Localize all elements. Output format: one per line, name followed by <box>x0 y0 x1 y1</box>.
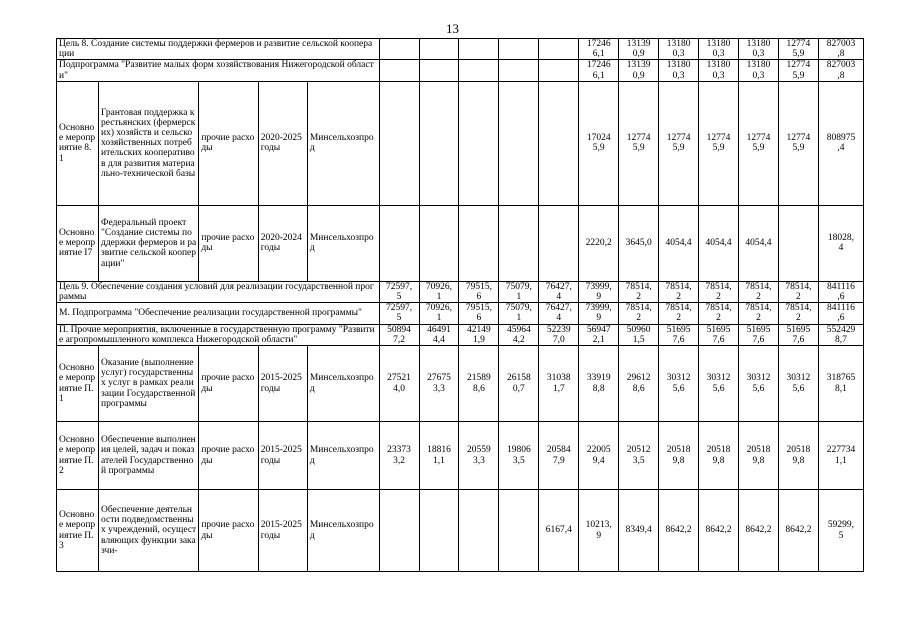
value-cell: 75079, 1 <box>499 303 539 324</box>
value-cell <box>379 39 419 60</box>
value-cell: 20584 7,9 <box>539 422 579 490</box>
value-cell: 30312 5,6 <box>778 346 818 422</box>
value-cell: 31038 1,7 <box>539 346 579 422</box>
value-cell <box>539 81 579 205</box>
measure-name-cell: Обеспечение деятельности подведомственных учреждений, осуществляющих функции заказчи- <box>98 490 198 572</box>
expense-type-cell: прочие расходы <box>199 81 258 205</box>
value-cell: 78514, 2 <box>699 281 739 302</box>
value-cell: 13139 0,9 <box>619 60 659 81</box>
value-cell: 12774 5,9 <box>739 81 779 205</box>
value-cell: 78514, 2 <box>659 303 699 324</box>
value-cell: 13180 0,3 <box>659 39 699 60</box>
value-cell: 51695 7,6 <box>778 324 818 345</box>
value-cell: 45964 4,2 <box>499 324 539 345</box>
period-cell: 2020-2025 годы <box>258 81 307 205</box>
value-cell: 8642,2 <box>699 490 739 572</box>
executor-cell: Минсельхозпрод <box>307 422 379 490</box>
value-cell: 4054,4 <box>659 205 699 281</box>
executor-cell: Минсельхозпрод <box>307 490 379 572</box>
value-cell: 27521 4,0 <box>379 346 419 422</box>
value-cell <box>419 205 459 281</box>
measure-code-cell: Основное мероприятие 8.1 <box>57 81 99 205</box>
table-row <box>57 422 864 490</box>
executor-cell: Минсельхозпрод <box>307 81 379 205</box>
value-cell <box>539 39 579 60</box>
value-cell: 52239 7,0 <box>539 324 579 345</box>
value-cell: 12774 5,9 <box>659 81 699 205</box>
value-cell: 22005 9,4 <box>579 422 619 490</box>
measure-code-cell: Основное мероприятие I7 <box>57 205 99 281</box>
table-row <box>57 490 864 572</box>
value-cell: 8642,2 <box>778 490 818 572</box>
value-cell: 73999, 9 <box>579 303 619 324</box>
value-cell: 70926, 1 <box>419 303 459 324</box>
value-cell: 18816 1,1 <box>419 422 459 490</box>
value-cell: 46491 4,4 <box>419 324 459 345</box>
value-cell <box>379 60 419 81</box>
value-cell: 13180 0,3 <box>699 60 739 81</box>
period-cell: 2015-2025 годы <box>258 490 307 572</box>
table-row <box>57 60 864 81</box>
value-cell <box>379 490 419 572</box>
value-cell: 8349,4 <box>619 490 659 572</box>
budget-table <box>56 38 864 572</box>
value-cell: 841116 ,6 <box>818 281 863 302</box>
value-cell <box>499 490 539 572</box>
value-cell: 33919 8,8 <box>579 346 619 422</box>
table-row <box>57 303 864 324</box>
value-cell <box>459 205 499 281</box>
value-cell: 318765 8,1 <box>818 346 863 422</box>
value-cell <box>499 81 539 205</box>
value-cell: 78514, 2 <box>659 281 699 302</box>
expense-type-cell: прочие расходы <box>199 422 258 490</box>
value-cell: 12774 5,9 <box>619 81 659 205</box>
value-cell: 12774 5,9 <box>778 81 818 205</box>
value-cell <box>419 81 459 205</box>
subprogram-title-cell: Подпрограмма "Развитие малых форм хозяйствования Нижегородской области" <box>57 60 380 81</box>
value-cell: 50894 7,2 <box>379 324 419 345</box>
value-cell: 79515, 6 <box>459 281 499 302</box>
value-cell: 8642,2 <box>659 490 699 572</box>
value-cell: 78514, 2 <box>778 303 818 324</box>
value-cell: 13180 0,3 <box>659 60 699 81</box>
value-cell <box>419 39 459 60</box>
executor-cell: Минсельхозпрод <box>307 205 379 281</box>
table-row <box>57 81 864 205</box>
value-cell: 51695 7,6 <box>699 324 739 345</box>
goal-title-cell: Цель 8. Создание системы поддержки фермеров и развитие сельской кооперации <box>57 39 380 60</box>
value-cell: 13139 0,9 <box>619 39 659 60</box>
value-cell: 72597, 5 <box>379 281 419 302</box>
value-cell: 841116 ,6 <box>818 303 863 324</box>
value-cell <box>539 60 579 81</box>
value-cell: 20518 9,8 <box>659 422 699 490</box>
value-cell: 2220,2 <box>579 205 619 281</box>
value-cell: 73999, 9 <box>579 281 619 302</box>
table-row <box>57 346 864 422</box>
value-cell: 56947 2,1 <box>579 324 619 345</box>
value-cell: 76427, 4 <box>539 281 579 302</box>
value-cell: 10213, 9 <box>579 490 619 572</box>
value-cell: 42149 1,9 <box>459 324 499 345</box>
value-cell <box>419 60 459 81</box>
value-cell: 30312 5,6 <box>699 346 739 422</box>
value-cell: 20518 9,8 <box>699 422 739 490</box>
value-cell <box>459 490 499 572</box>
subprogram-title-cell: М. Подпрограмма "Обеспечение реализации государственной программы" <box>57 303 380 324</box>
value-cell: 51695 7,6 <box>659 324 699 345</box>
value-cell: 12774 5,9 <box>778 39 818 60</box>
value-cell <box>419 490 459 572</box>
value-cell: 13180 0,3 <box>739 60 779 81</box>
value-cell: 59299, 5 <box>818 490 863 572</box>
measure-name-cell: Федеральный проект "Создание системы поддержки фермеров и развитие сельской кооперации" <box>98 205 198 281</box>
value-cell: 30312 5,6 <box>659 346 699 422</box>
value-cell <box>778 205 818 281</box>
value-cell: 50960 1,5 <box>619 324 659 345</box>
value-cell: 4054,4 <box>699 205 739 281</box>
value-cell <box>499 205 539 281</box>
value-cell <box>499 39 539 60</box>
page-number: 13 <box>446 21 459 36</box>
value-cell: 13180 0,3 <box>739 39 779 60</box>
value-cell: 78514, 2 <box>619 303 659 324</box>
value-cell: 23373 3,2 <box>379 422 419 490</box>
value-cell: 20518 9,8 <box>778 422 818 490</box>
value-cell: 51695 7,6 <box>739 324 779 345</box>
expense-type-cell: прочие расходы <box>199 346 258 422</box>
value-cell: 26158 0,7 <box>499 346 539 422</box>
value-cell: 27675 3,3 <box>419 346 459 422</box>
value-cell: 13180 0,3 <box>699 39 739 60</box>
period-cell: 2015-2025 годы <box>258 422 307 490</box>
value-cell: 75079, 1 <box>499 281 539 302</box>
section-title-cell: П. Прочие мероприятия, включенные в государственную программу "Развитие агропромышленного комплекса Нижегородской области" <box>57 324 380 345</box>
value-cell: 8642,2 <box>739 490 779 572</box>
goal-title-cell: Цель 9. Обеспечение создания условий для реализации государственной программы <box>57 281 380 302</box>
value-cell: 20518 9,8 <box>739 422 779 490</box>
value-cell: 21589 8,6 <box>459 346 499 422</box>
value-cell: 70926, 1 <box>419 281 459 302</box>
value-cell: 808975 ,4 <box>818 81 863 205</box>
measure-code-cell: Основное мероприятие П.1 <box>57 346 99 422</box>
measure-name-cell: Оказание (выполнение услуг) государственных услуг в рамках реализации Государственной программы <box>98 346 198 422</box>
value-cell: 17246 6,1 <box>579 39 619 60</box>
value-cell: 18028, 4 <box>818 205 863 281</box>
value-cell: 20559 3,3 <box>459 422 499 490</box>
table-row <box>57 281 864 302</box>
value-cell: 12774 5,9 <box>699 81 739 205</box>
value-cell: 78514, 2 <box>739 303 779 324</box>
executor-cell: Минсельхозпрод <box>307 346 379 422</box>
value-cell <box>459 39 499 60</box>
value-cell: 79515, 6 <box>459 303 499 324</box>
value-cell <box>379 205 419 281</box>
measure-name-cell: Обеспечение выполнения целей, задач и показателей Государственной программы <box>98 422 198 490</box>
value-cell: 17024 5,9 <box>579 81 619 205</box>
period-cell: 2020-2024 годы <box>258 205 307 281</box>
value-cell: 3645,0 <box>619 205 659 281</box>
table-row <box>57 39 864 60</box>
value-cell: 78514, 2 <box>739 281 779 302</box>
measure-code-cell: Основное мероприятие П.2 <box>57 422 99 490</box>
value-cell <box>459 81 499 205</box>
expense-type-cell: прочие расходы <box>199 490 258 572</box>
table-row <box>57 205 864 281</box>
value-cell: 20512 3,5 <box>619 422 659 490</box>
value-cell: 827003 ,8 <box>818 39 863 60</box>
value-cell: 29612 8,6 <box>619 346 659 422</box>
value-cell: 76427, 4 <box>539 303 579 324</box>
value-cell: 552429 8,7 <box>818 324 863 345</box>
value-cell: 78514, 2 <box>699 303 739 324</box>
value-cell <box>499 60 539 81</box>
value-cell: 12774 5,9 <box>778 60 818 81</box>
value-cell: 19806 3,5 <box>499 422 539 490</box>
table-row <box>57 324 864 345</box>
value-cell <box>539 205 579 281</box>
value-cell: 30312 5,6 <box>739 346 779 422</box>
expense-type-cell: прочие расходы <box>199 205 258 281</box>
value-cell <box>379 81 419 205</box>
measure-code-cell: Основное мероприятие П.3 <box>57 490 99 572</box>
value-cell: 6167,4 <box>539 490 579 572</box>
value-cell: 72597, 5 <box>379 303 419 324</box>
value-cell: 78514, 2 <box>619 281 659 302</box>
value-cell: 227734 1,1 <box>818 422 863 490</box>
value-cell: 827003 ,8 <box>818 60 863 81</box>
value-cell: 17246 6,1 <box>579 60 619 81</box>
value-cell <box>459 60 499 81</box>
value-cell: 4054,4 <box>739 205 779 281</box>
period-cell: 2015-2025 годы <box>258 346 307 422</box>
value-cell: 78514, 2 <box>778 281 818 302</box>
measure-name-cell: Грантовая поддержка крестьянских (фермерских) хозяйств и сельскохозяйственных потребительских кооперативов для развития материально-технической базы <box>98 81 198 205</box>
